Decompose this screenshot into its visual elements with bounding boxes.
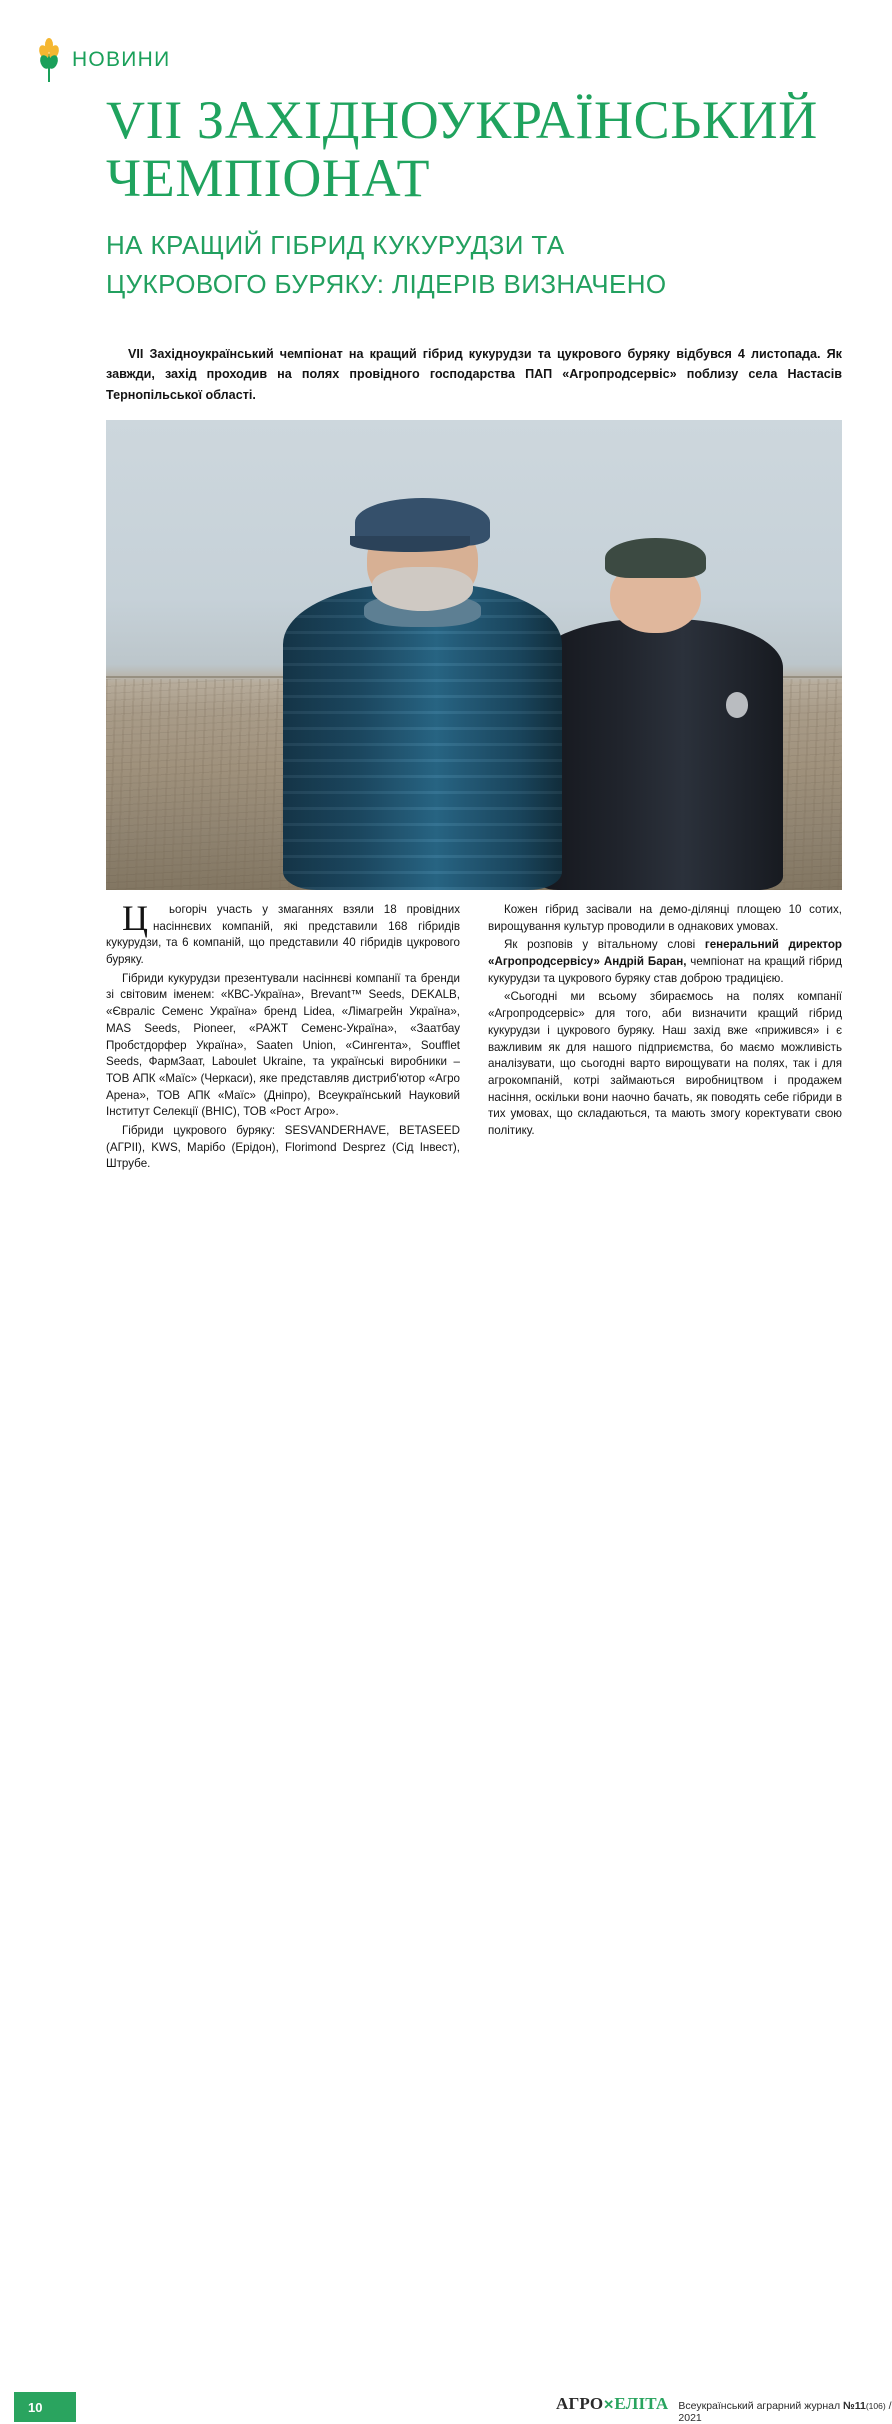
section-kicker: НОВИНИ [72, 48, 171, 71]
logo-agro: АГРО [556, 2394, 604, 2413]
paragraph [106, 898, 460, 969]
footer-issue-paren: (106) [865, 2401, 886, 2411]
lead-text: VII Західноукраїнський чемпіонат на кращий гібрид кукурудзи та цукрового буряку відбувся 4 листопада. Як завжди, захід проходив на полях провідного господарства ПАП «Агропродсервіс» поблизу села Настасів Тернопільської області. [106, 347, 842, 402]
page-header [36, 38, 170, 82]
article-column-right [488, 902, 842, 1173]
paragraph-text: чемпіонат на кращий гібрид кукурудзи та цукрового буряку став доброю традицією. [488, 955, 842, 985]
wheat-ear-icon [36, 38, 62, 82]
page-number-badge: 10 [14, 2392, 76, 2422]
paragraph-emphasis: генеральний директор «Агропродсервісу» Андрій Баран, [488, 938, 842, 969]
logo-x-icon: ✕ [603, 2397, 615, 2412]
woman-coat [533, 619, 783, 890]
article-column-left [106, 898, 460, 1173]
page-title: VII ЗАХІДНОУКРАЇНСЬКИЙ ЧЕМПІОНАТ [106, 90, 818, 208]
woman-coat-badge [726, 692, 749, 718]
page-subtitle-line-1: НА КРАЩИЙ ГІБРИД КУКУРУДЗИ ТА [106, 229, 565, 260]
paragraph-text: «Сьогодні ми всьому збираємось на полях компанії «Агропродсервіс» для того, аби визначити кращий гібрид кукурудзи і цукрового буряку. Наш захід вже «прижився» і є важливим як для нашого підприємства, бо маємо можливість аналізувати, що сьогодні варто вирощувати на полях, так і для агрокомпаній, котрі займаються виробництвом і продажем насіння, оскільки вони наочно бачать, як поводять себе гібриди в тих умовах, що складаються, та мають змогу коректувати свою політику. [488, 990, 842, 1137]
paragraph [488, 989, 842, 1139]
footer-brand-block [556, 2394, 892, 2424]
article-photo [106, 420, 842, 890]
article-body [106, 898, 842, 1173]
paragraph [488, 937, 842, 987]
man-beard [372, 567, 473, 611]
lead-paragraph [106, 344, 842, 405]
footer-year: / 2021 [678, 2400, 892, 2424]
magazine-logo [556, 2394, 668, 2414]
page-subtitle [106, 226, 866, 305]
paragraph-text: Гібриди кукурудзи презентували насіннєві компанії та бренди зі світовим іменем: «КВС-Україна», Brevant™ Seeds, DEKALB, «Євраліс Семенс Україна» бренд Lidea, «Лімагрейн Україна», MAS Seeds, Pioneer, «РАЖТ Семенс-Україна», «Заатбау Пробстдорфер Україна», Saaten Union, «Сингента», Soufflet Seeds, ФармЗаат, Laboulet Ukraine, та українські виробники – ТОВ АПК «Маїс» (Черкаси), яке представляв дистриб'ютор «Агро Арена», ТОВ АПК «Маїс» (Дніпро), Всеукраїнський Науковий Інститут Селекції (ВНІС), ТОВ «Рост Агро». [106, 971, 460, 1119]
paragraph [106, 1123, 460, 1173]
footer-meta [678, 2400, 892, 2424]
page-subtitle-line-2: ЦУКРОВОГО БУРЯКУ: ЛІДЕРІВ ВИЗНАЧЕНО [106, 269, 667, 300]
footer-meta-text: Всеукраїнський аграрний журнал [678, 2400, 843, 2412]
photo-person-woman [533, 523, 783, 890]
man-jacket-quilting [283, 583, 563, 890]
paragraph-text: Кожен гібрид засівали на демо-ділянці площею 10 сотих, вирощування культур проводили в однакових умовах. [488, 903, 842, 933]
paragraph-text: Гібриди цукрового буряку: SESVANDERHAVE, BETASEED (АГРІІ), KWS, Марібо (Ерідон), Florimond Desprez (Сід Інвест), Штрубе. [106, 1123, 460, 1171]
paragraph [488, 902, 842, 935]
page-footer [0, 1196, 892, 2424]
woman-beanie [605, 538, 705, 578]
paragraph-text: Як розповів у вітальному слові [504, 938, 705, 952]
paragraph [106, 971, 460, 1121]
photo-person-man [283, 486, 563, 890]
logo-elita: ЕЛІТА [614, 2394, 669, 2413]
paragraph-text: ьогоріч участь у змаганнях взяли 18 провідних насіннєвих компаній, які представили 168 гібридів кукурудзи, та 6 компаній, що представили 40 гібридів цукрового буряку. [106, 903, 460, 967]
drop-cap: Ц [122, 898, 148, 938]
photo-background [106, 420, 842, 890]
footer-issue-number: №11 [843, 2400, 866, 2412]
title-block [106, 92, 866, 305]
